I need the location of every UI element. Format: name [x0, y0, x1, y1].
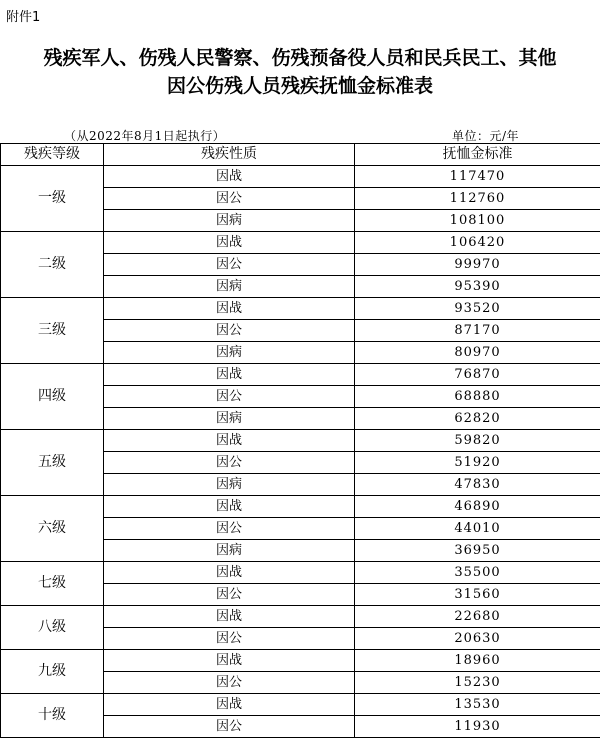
nature-cell: 因战	[104, 650, 355, 672]
table-row	[1, 694, 600, 716]
nature-cell: 因战	[104, 562, 355, 584]
table-row	[1, 430, 600, 452]
grade-cell: 八级	[1, 606, 104, 650]
table-row	[1, 166, 600, 188]
page-title-line2: 因公伤残人员残疾抚恤金标准表	[166, 75, 433, 97]
nature-cell: 因公	[104, 518, 355, 540]
standard-amount-cell: 51920	[355, 452, 600, 474]
standard-amount-cell: 80970	[355, 342, 600, 364]
nature-cell: 因战	[104, 232, 355, 254]
nature-cell: 因公	[104, 386, 355, 408]
nature-cell: 因病	[104, 474, 355, 496]
standard-amount-cell: 44010	[355, 518, 600, 540]
table-header-row	[1, 144, 600, 166]
nature-cell: 因公	[104, 254, 355, 276]
grade-cell: 四级	[1, 364, 104, 430]
grade-cell: 六级	[1, 496, 104, 562]
nature-cell: 因战	[104, 430, 355, 452]
header-nature: 残疾性质	[104, 144, 355, 166]
standard-amount-cell: 68880	[355, 386, 600, 408]
table-row	[1, 298, 600, 320]
standard-amount-cell: 106420	[355, 232, 600, 254]
nature-cell: 因战	[104, 496, 355, 518]
nature-cell: 因战	[104, 606, 355, 628]
standard-amount-cell: 87170	[355, 320, 600, 342]
nature-cell: 因公	[104, 320, 355, 342]
grade-cell: 七级	[1, 562, 104, 606]
nature-cell: 因病	[104, 210, 355, 232]
nature-cell: 因战	[104, 364, 355, 386]
nature-cell: 因战	[104, 166, 355, 188]
standard-amount-cell: 11930	[355, 716, 600, 738]
standard-amount-cell: 76870	[355, 364, 600, 386]
grade-cell: 二级	[1, 232, 104, 298]
grade-cell: 十级	[1, 694, 104, 738]
nature-cell: 因公	[104, 628, 355, 650]
nature-cell: 因公	[104, 452, 355, 474]
header-grade: 残疾等级	[1, 144, 104, 166]
nature-cell: 因病	[104, 408, 355, 430]
grade-cell: 三级	[1, 298, 104, 364]
standard-amount-cell: 112760	[355, 188, 600, 210]
nature-cell: 因公	[104, 672, 355, 694]
grade-cell: 一级	[1, 166, 104, 232]
standard-amount-cell: 93520	[355, 298, 600, 320]
standard-amount-cell: 15230	[355, 672, 600, 694]
page-title-line1: 残疾军人、伤残人民警察、伤残预备役人员和民兵民工、其他	[43, 47, 557, 69]
standard-amount-cell: 95390	[355, 276, 600, 298]
standard-amount-cell: 99970	[355, 254, 600, 276]
nature-cell: 因战	[104, 694, 355, 716]
nature-cell: 因病	[104, 276, 355, 298]
standard-amount-cell: 36950	[355, 540, 600, 562]
standard-amount-cell: 47830	[355, 474, 600, 496]
nature-cell: 因公	[104, 188, 355, 210]
table-row	[1, 496, 600, 518]
standard-amount-cell: 18960	[355, 650, 600, 672]
standard-amount-cell: 22680	[355, 606, 600, 628]
standard-amount-cell: 108100	[355, 210, 600, 232]
standard-amount-cell: 13530	[355, 694, 600, 716]
table-row	[1, 562, 600, 584]
standard-amount-cell: 31560	[355, 584, 600, 606]
nature-cell: 因战	[104, 298, 355, 320]
attachment-label: 附件1	[6, 10, 41, 25]
table-row	[1, 364, 600, 386]
pension-standard-table	[0, 143, 600, 738]
nature-cell: 因病	[104, 540, 355, 562]
table-body	[1, 166, 600, 738]
standard-amount-cell: 35500	[355, 562, 600, 584]
standard-amount-cell: 59820	[355, 430, 600, 452]
standard-amount-cell: 62820	[355, 408, 600, 430]
nature-cell: 因公	[104, 716, 355, 738]
grade-cell: 五级	[1, 430, 104, 496]
nature-cell: 因病	[104, 342, 355, 364]
table-row	[1, 650, 600, 672]
header-standard: 抚恤金标准	[355, 144, 600, 166]
table-row	[1, 606, 600, 628]
standard-amount-cell: 20630	[355, 628, 600, 650]
standard-amount-cell: 117470	[355, 166, 600, 188]
unit-note: 单位：元/年	[452, 129, 520, 143]
grade-cell: 九级	[1, 650, 104, 694]
nature-cell: 因公	[104, 584, 355, 606]
standard-amount-cell: 46890	[355, 496, 600, 518]
effective-date-note: （从2022年8月1日起执行）	[64, 129, 226, 143]
table-row	[1, 232, 600, 254]
